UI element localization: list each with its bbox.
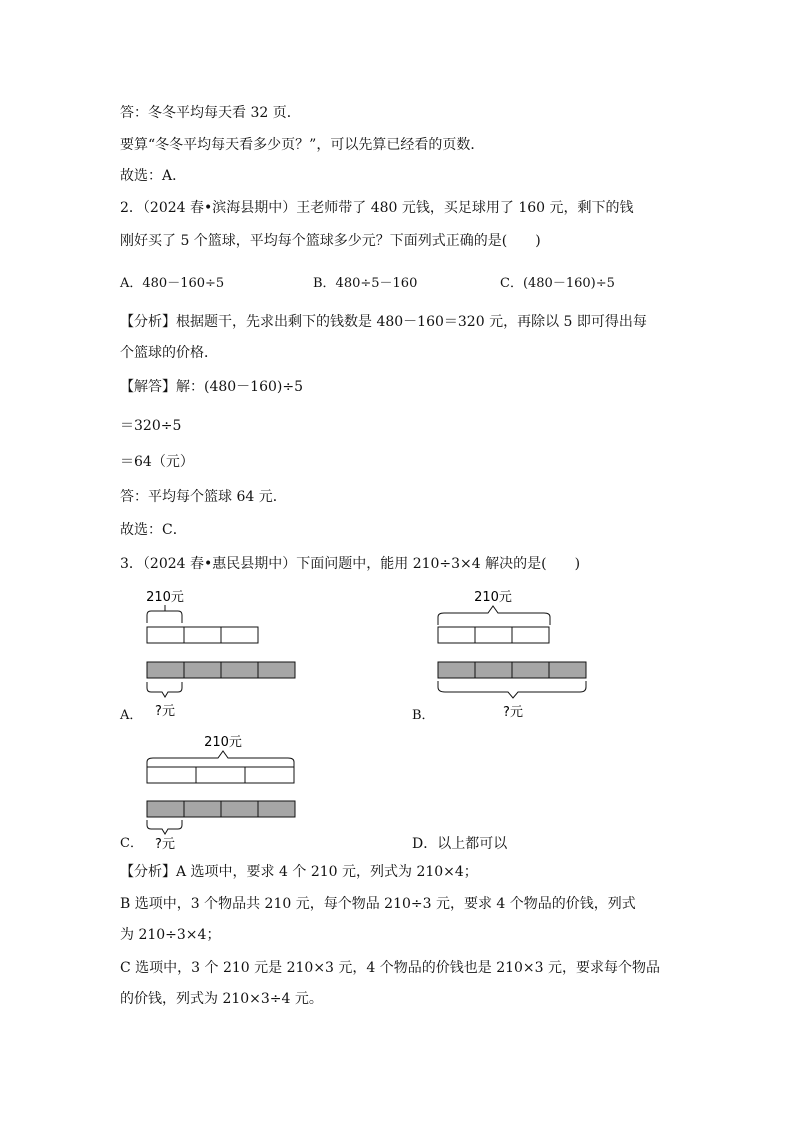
analysis-3-line-2: B 选项中，3 个物品共 210 元，每个物品 210÷3 元，要求 4 个物品的价钱，列式	[120, 896, 636, 912]
diagram-b-box-3	[512, 627, 549, 643]
diagram-a-top-label: 210元	[146, 590, 184, 605]
analysis-line-2: 个篮球的价格．	[120, 345, 218, 361]
diagram-b-grey-1	[438, 662, 475, 678]
diagram-c-grey-4	[258, 801, 295, 817]
answer-line-1: 答：冬冬平均每天看 32 页．	[120, 105, 301, 121]
diagram-a-box-2	[184, 627, 221, 643]
diagram-b-grey-2	[475, 662, 512, 678]
analysis-3-line-3: 为 210÷3×4；	[120, 927, 221, 943]
diagram-a-bottom-label: ?元	[155, 704, 175, 719]
diagram-b-brace	[438, 606, 550, 625]
solution-line-3: ＝64（元）	[120, 454, 194, 470]
analysis-3-line-4: C 选项中，3 个 210 元是 210×3 元，4 个物品的价钱也是 210×3 元，要求每个物品	[120, 960, 661, 976]
q2-option-b: B．480÷5－160	[313, 276, 418, 291]
diagram-b	[420, 585, 620, 720]
analysis-3-line-5: 的价钱，列式为 210×3÷4 元。	[120, 991, 323, 1007]
answer-line-2: 答：平均每个篮球 64 元．	[120, 489, 287, 505]
question-2-line-1: 2．（2024 春•滨海县期中）王老师带了 480 元钱，买足球用了 160 元，剩下的钱	[120, 200, 634, 216]
choice-line-2: 故选：C．	[120, 522, 187, 538]
diagram-a	[120, 585, 320, 720]
q3-option-d: D．以上都可以	[412, 836, 508, 852]
q3-option-c: C．	[120, 836, 143, 851]
q3-option-b: B．	[412, 708, 435, 723]
diagram-c-lower-brace	[147, 820, 182, 834]
explanation-line: 要算“冬冬平均每天看多少页？”，可以先算已经看的页数．	[120, 137, 485, 153]
q2-option-c: C．(480－160)÷5	[500, 276, 615, 291]
diagram-b-lower-brace	[438, 681, 586, 698]
diagram-b-bottom-label: ?元	[503, 705, 523, 720]
analysis-3-line-1: 【分析】A 选项中，要求 4 个 210 元，列式为 210×4；	[120, 864, 478, 880]
diagram-c-grey-1	[147, 801, 184, 817]
question-3-line: 3．（2024 春•惠民县期中）下面问题中，能用 210÷3×4 解决的是( )	[120, 556, 581, 572]
diagram-c-grey-2	[184, 801, 221, 817]
diagram-a-grey-2	[184, 662, 221, 678]
diagram-a-grey-4	[258, 662, 295, 678]
analysis-line-1: 【分析】根据题干，先求出剩下的钱数是 480－160＝320 元，再除以 5 即可得出每	[120, 314, 647, 330]
diagram-c-box-2	[196, 767, 245, 783]
q3-option-a: A．	[120, 708, 143, 723]
diagram-c-box-1	[147, 767, 196, 783]
solution-line-1: 【解答】解：(480－160)÷5	[120, 379, 304, 395]
diagram-b-box-1	[438, 627, 475, 643]
question-2-line-2: 刚好买了 5 个篮球，平均每个篮球多少元？下面列式正确的是( )	[120, 233, 541, 249]
diagram-c	[120, 730, 320, 855]
diagram-a-brace	[147, 605, 182, 623]
q2-option-a: A．480－160÷5	[120, 276, 225, 291]
diagram-b-box-2	[475, 627, 512, 643]
diagram-a-box-1	[147, 627, 184, 643]
diagram-c-grey-3	[221, 801, 258, 817]
diagram-b-grey-4	[549, 662, 586, 678]
diagram-a-grey-1	[147, 662, 184, 678]
diagram-c-box-3	[245, 767, 294, 783]
diagram-a-box-3	[221, 627, 258, 643]
diagram-a-grey-3	[221, 662, 258, 678]
diagram-a-lower-brace	[147, 682, 182, 697]
diagram-b-top-label: 210元	[474, 590, 512, 605]
diagram-b-grey-3	[512, 662, 549, 678]
diagram-c-top-label: 210元	[204, 735, 242, 750]
diagram-c-bottom-label: ?元	[155, 837, 175, 852]
solution-line-2: ＝320÷5	[120, 418, 182, 434]
choice-line-1: 故选：A．	[120, 168, 187, 184]
